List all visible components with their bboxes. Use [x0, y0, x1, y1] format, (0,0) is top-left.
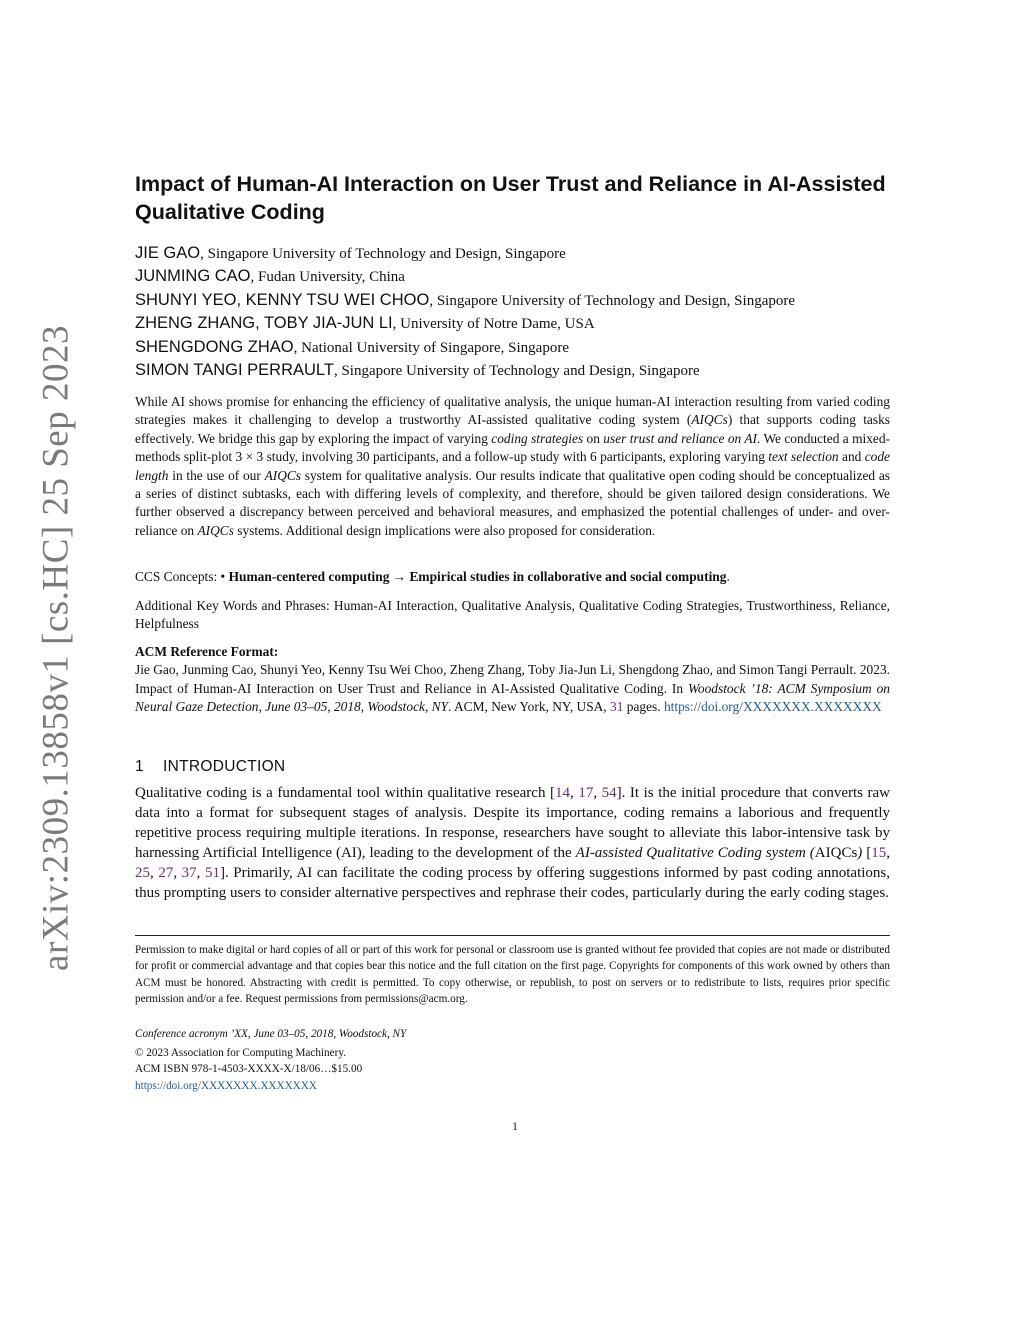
section-title: INTRODUCTION	[163, 758, 286, 775]
ccs-concepts	[135, 568, 890, 586]
conference-text: Conference acronym ’XX, June 03–05, 2018, Woodstock, NY	[135, 1028, 407, 1040]
author-names: ZHENG ZHANG, TOBY JIA-JUN LI	[135, 314, 393, 333]
acm-reference-body: Jie Gao, Junming Cao, Shunyi Yeo, Kenny Tsu Wei Choo, Zheng Zhang, Toby Jia-Jun Li, Shengdong Zhao, and Simon Tangi Perrault. 2023. Impact of Human-AI Interaction on User Trust and Reliance in AI-Assisted Qualitative Coding. In	[135, 662, 890, 696]
author-names: JUNMING CAO	[135, 267, 251, 286]
abstract-term: user trust and reliance on AI	[603, 430, 758, 446]
author-line	[135, 336, 915, 359]
citation-link[interactable]: 37	[181, 865, 197, 881]
footnote-copyright: © 2023 Association for Computing Machinery.	[135, 1047, 346, 1059]
introduction-paragraph: Qualitative coding is a fundamental tool within qualitative research [14, 17, 54]. It is the initial procedure that converts raw data into a format for subsequent stages of analysis. Despite its importance, coding remains a laborious and frequently repetitive process requiring multiple iterations. In response, researchers have sought to alleviate this labor-intensive task by harnessing Artificial Intelligence (AI), leading to the development of the AI-assisted Qualitative Coding system (AIQCs) [15, 25, 27, 37, 51]. Primarily, AI can facilitate the coding process by offering suggestions informed by past coding annotations, thus prompting users to consider alternative perspectives and rephrase their codes, particularly during the early coding stages.	[135, 785, 891, 901]
abstract-term: code length	[135, 449, 890, 483]
citation-link[interactable]: 51	[204, 865, 220, 881]
author-line	[135, 242, 915, 265]
footnote-permission: Permission to make digital or hard copies of all or part of this work for personal or classroom use is granted without fee provided that copies are not made or distributed for profit or commercial advantage and that copies bear this notice and the full citation on the first page. Copyrights for components of this work owned by others than ACM must be honored. Abstracting with credit is permitted. To copy otherwise, or republish, to post on servers or to redistribute to lists, requires prior specific permission and/or a fee. Request permissions from permissions@acm.org.	[135, 944, 890, 1006]
author-line	[135, 359, 915, 382]
author-affiliation: , Singapore University of Technology and Design, Singapore	[200, 246, 566, 262]
acm-reference-heading: ACM Reference Format:	[135, 644, 279, 659]
abstract-text: on	[583, 430, 604, 446]
author-affiliation: , Fudan University, China	[250, 269, 405, 286]
author-names: SIMON TANGI PERRAULT	[135, 360, 334, 379]
page-count-link[interactable]: 31	[610, 699, 624, 715]
intro-term: AI-assisted Qualitative Coding system (	[575, 845, 815, 861]
intro-text: Qualitative coding is a fundamental tool within qualitative research [	[135, 785, 555, 801]
acm-reference	[135, 643, 890, 717]
author-line	[135, 312, 915, 335]
author-list	[135, 242, 915, 382]
section-heading	[135, 758, 285, 776]
citation-link[interactable]: 14	[555, 785, 570, 801]
abstract-term: AIQCs	[264, 467, 302, 483]
doi-link[interactable]: https://doi.org/XXXXXXX.XXXXXXX	[663, 699, 882, 715]
intro-abbr: AIQCs	[814, 845, 858, 861]
footnote-conference	[135, 1026, 406, 1042]
paper-title: Impact of Human-AI Interaction on User Trust and Reliance in AI-Assisted Qualitative Coding	[135, 172, 886, 224]
ccs-end: .	[726, 569, 730, 584]
author-line	[135, 265, 915, 288]
citation-link[interactable]: 17	[578, 785, 594, 801]
author-affiliation: , Singapore University of Technology and Design, Singapore	[429, 292, 796, 309]
intro-text: ]. Primarily, AI can facilitate the coding process by offering suggestions informed by past coding annotations, thus prompting users to consider alternative perspectives and rephrase their codes, particularly during the early coding stages.	[135, 865, 891, 901]
author-affiliation: , National University of Singapore, Singapore	[293, 339, 569, 356]
author-names: JIE GAO	[135, 244, 201, 262]
author-line	[135, 289, 915, 312]
abstract-term: AIQCs	[197, 522, 234, 538]
abstract-term: coding strategies	[491, 430, 584, 446]
intro-text: ]. It is the initial procedure that converts raw data into a format for subsequent stages of analysis. Despite its importance, coding remains a laborious and frequently repetitive process requiring multiple iterations. In response, researchers have sought to alleviate this labor-intensive task by harnessing Artificial Intelligence (AI), leading to the development of the	[135, 785, 891, 861]
acm-reference-text	[135, 661, 890, 716]
abstract-text: in the use of our	[168, 467, 265, 483]
citation-link[interactable]: 27	[158, 865, 174, 881]
footnote-doi-link[interactable]: https://doi.org/XXXXXXX.XXXXXXX	[135, 1080, 317, 1092]
author-affiliation: , University of Notre Dame, USA	[392, 316, 595, 333]
ccs-label: CCS Concepts: •	[135, 569, 229, 584]
acm-reference-body: . ACM, New York, NY, USA,	[448, 699, 611, 715]
acm-reference-venue: Woodstock ’18: ACM Symposium on Neural Gaze Detection, June 03–05, 2018, Woodstock, NY	[135, 680, 890, 715]
abstract-term: AIQCs	[691, 412, 728, 428]
acm-reference-body: pages.	[623, 699, 664, 715]
citation-link[interactable]: 54	[601, 785, 617, 801]
footnote-isbn: ACM ISBN 978-1-4503-XXXX-X/18/06…$15.00	[135, 1063, 363, 1075]
citation-link[interactable]: 15	[871, 845, 887, 861]
abstract-text: While AI shows promise for enhancing the efficiency of qualitative analysis, the unique human-AI interaction resulting from varied coding strategies makes it challenging to develop a trustworthy AI-assisted qualitative coding system (	[135, 394, 890, 428]
section-number: 1	[135, 758, 144, 775]
ccs-concept: Human-centered computing → Empirical studies in collaborative and social computing	[228, 569, 727, 584]
author-names: SHUNYI YEO, KENNY TSU WEI CHOO	[135, 290, 430, 309]
abstract-text: ) that supports coding tasks effectively. We bridge this gap by exploring the impact of varying	[135, 412, 890, 446]
author-affiliation: , Singapore University of Technology and Design, Singapore	[333, 362, 700, 379]
abstract-term: text selection	[768, 449, 839, 465]
abstract-text: and	[838, 449, 865, 465]
abstract	[135, 393, 890, 540]
arxiv-identifier: arXiv:2309.13858v1 [cs.HC] 25 Sep 2023	[35, 325, 77, 971]
keywords: Additional Key Words and Phrases: Human-AI Interaction, Qualitative Analysis, Qualitative Coding Strategies, Trustworthiness, Reliance, Helpfulness	[135, 598, 890, 632]
citation-link[interactable]: 25	[135, 865, 150, 881]
intro-paren: )	[857, 845, 863, 861]
footnote-divider	[135, 935, 890, 936]
page-number: 1	[512, 1121, 518, 1133]
abstract-text: systems. Additional design implications were also proposed for consideration.	[233, 522, 656, 538]
abstract-text: . We conducted a mixed-methods split-plot 3 × 3 study, involving 30 participants, and a follow-up study with 6 participants, exploring varying	[135, 430, 891, 465]
author-names: SHENGDONG ZHAO	[135, 337, 294, 356]
abstract-text: system for qualitative analysis. Our results indicate that qualitative open coding should be conceptualized as a series of distinct subtasks, each with differing levels of complexity, and therefore, should be given tailored design considerations. We further observed a discrepancy between perceived and behavioral measures, and emphasized the potential challenges of under- and over-reliance on	[135, 467, 890, 538]
